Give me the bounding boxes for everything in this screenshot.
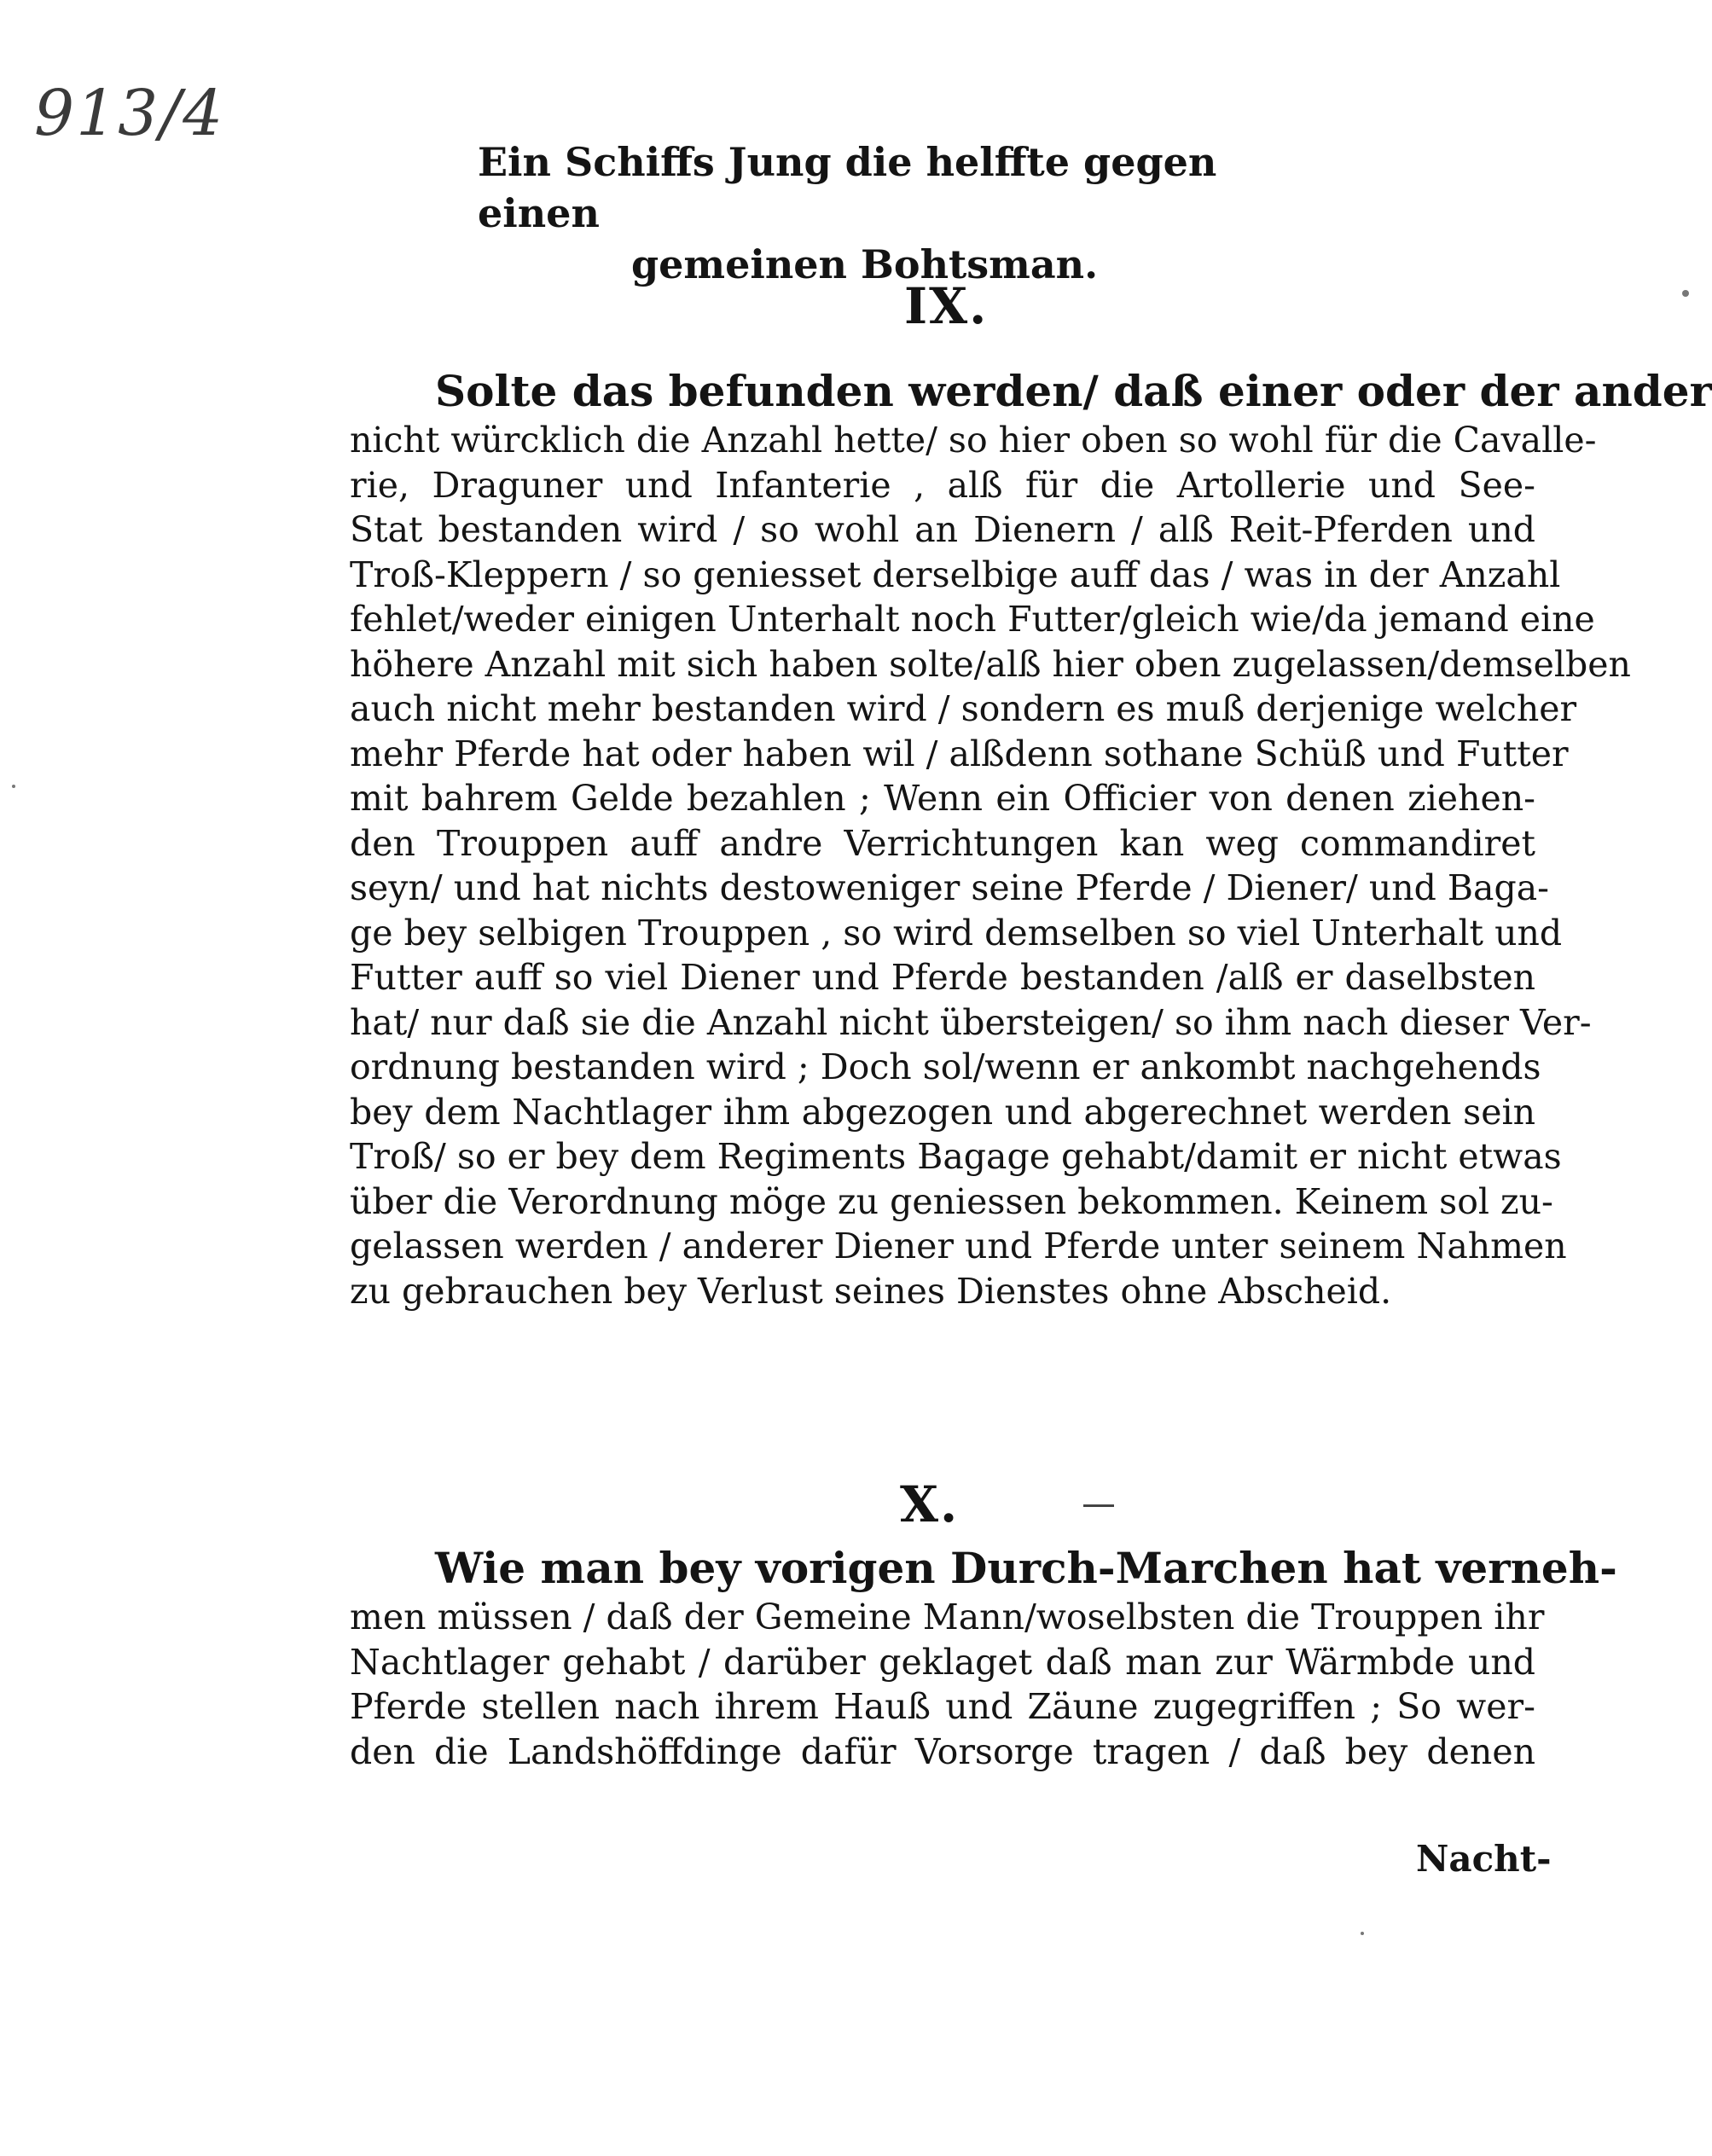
ink-dash-mark bbox=[1083, 1504, 1114, 1507]
section-number-ix: IX. bbox=[904, 277, 989, 335]
section-x-line: Pferde stellen nach ihrem Hauß und Zäune zugegriffen ; So wer- bbox=[350, 1686, 1535, 1727]
section-x-line: men müssen / daß der Gemeine Mann/woselbsten die Trouppen ihr bbox=[350, 1597, 1545, 1637]
section-ix-line: fehlet/weder einigen Unterhalt noch Futter/gleich wie/da jemand eine bbox=[350, 599, 1595, 640]
section-x-line: den die Landshöffdinge dafür Vorsorge tragen / daß bey denen bbox=[350, 1730, 1535, 1772]
section-ix-line: höhere Anzahl mit sich haben solte/alß hier oben zugelassen/demselben bbox=[350, 643, 1631, 685]
section-ix-line: mit bahrem Gelde bezahlen ; Wenn ein Officier von denen ziehen- bbox=[350, 778, 1535, 819]
catchword: Nacht- bbox=[1416, 1838, 1552, 1880]
section-ix-line: gelassen werden / anderer Diener und Pferde unter seinem Nahmen bbox=[350, 1226, 1567, 1266]
section-x-line: Wie man bey vorigen Durch-Marchen hat verneh- bbox=[435, 1543, 1617, 1593]
section-ix-line: zu gebrauchen bey Verlust seines Dienstes ohne Abscheid. bbox=[350, 1270, 1392, 1312]
paper-speck bbox=[1682, 290, 1689, 297]
section-ix-line: seyn/ und hat nichts destoweniger seine Pferde / Diener/ und Baga- bbox=[350, 867, 1550, 908]
section-ix-line: hat/ nur daß sie die Anzahl nicht übersteigen/ so ihm nach dieser Ver- bbox=[350, 1001, 1592, 1043]
paper-speck bbox=[1361, 1932, 1364, 1935]
section-number-x: X. bbox=[900, 1475, 960, 1533]
handwritten-margin-note: 913/4 bbox=[34, 77, 225, 150]
section-ix-line: mehr Pferde hat oder haben wil / alßdenn sothane Schüß und Futter bbox=[350, 733, 1569, 774]
section-x-line: Nachtlager gehabt / darüber geklaget daß man zur Wärmbde und bbox=[350, 1641, 1535, 1683]
section-ix-line: Stat bestanden wird / so wohl an Dienern / alß Reit-Pferden und bbox=[350, 509, 1535, 550]
section-ix-line: nicht würcklich die Anzahl hette/ so hier oben so wohl für die Cavalle- bbox=[350, 420, 1597, 461]
section-ix-text bbox=[350, 365, 1712, 1313]
section-ix-line: den Trouppen auff andre Verrichtungen kan weg commandiret bbox=[350, 822, 1535, 864]
section-ix-line: auch nicht mehr bestanden wird / sondern es muß derjenige welcher bbox=[350, 688, 1577, 729]
section-x-text bbox=[350, 1542, 1617, 1774]
page-header bbox=[478, 136, 1245, 290]
section-ix-line: Troß/ so er bey dem Regiments Bagage gehabt/damit er nicht etwas bbox=[350, 1136, 1562, 1177]
section-ix-line: ordnung bestanden wird ; Doch sol/wenn er ankombt nachgehends bbox=[350, 1046, 1541, 1087]
section-ix-line: ge bey selbigen Trouppen , so wird demselben so viel Unterhalt und bbox=[350, 912, 1563, 953]
header-line-2: gemeinen Bohtsman. bbox=[631, 241, 1099, 287]
header-line-1: Ein Schiffs Jung die helffte gegen einen bbox=[478, 139, 1217, 236]
section-ix-line: rie, Draguner und Infanterie , alß für die Artollerie und See- bbox=[350, 464, 1535, 506]
section-ix-line: über die Verordnung möge zu geniessen bekommen. Keinem sol zu- bbox=[350, 1180, 1553, 1222]
section-ix-line: bey dem Nachtlager ihm abgezogen und abgerechnet werden sein bbox=[350, 1091, 1535, 1133]
section-ix-line: Troß-Kleppern / so geniesset derselbige auff das / was in der Anzahl bbox=[350, 553, 1561, 595]
paper-speck bbox=[12, 785, 15, 788]
section-ix-line: Futter auff so viel Diener und Pferde bestanden /alß er daselbsten bbox=[350, 957, 1535, 998]
section-ix-line: Solte das befunden werden/ daß einer oder der ander bbox=[435, 366, 1712, 416]
